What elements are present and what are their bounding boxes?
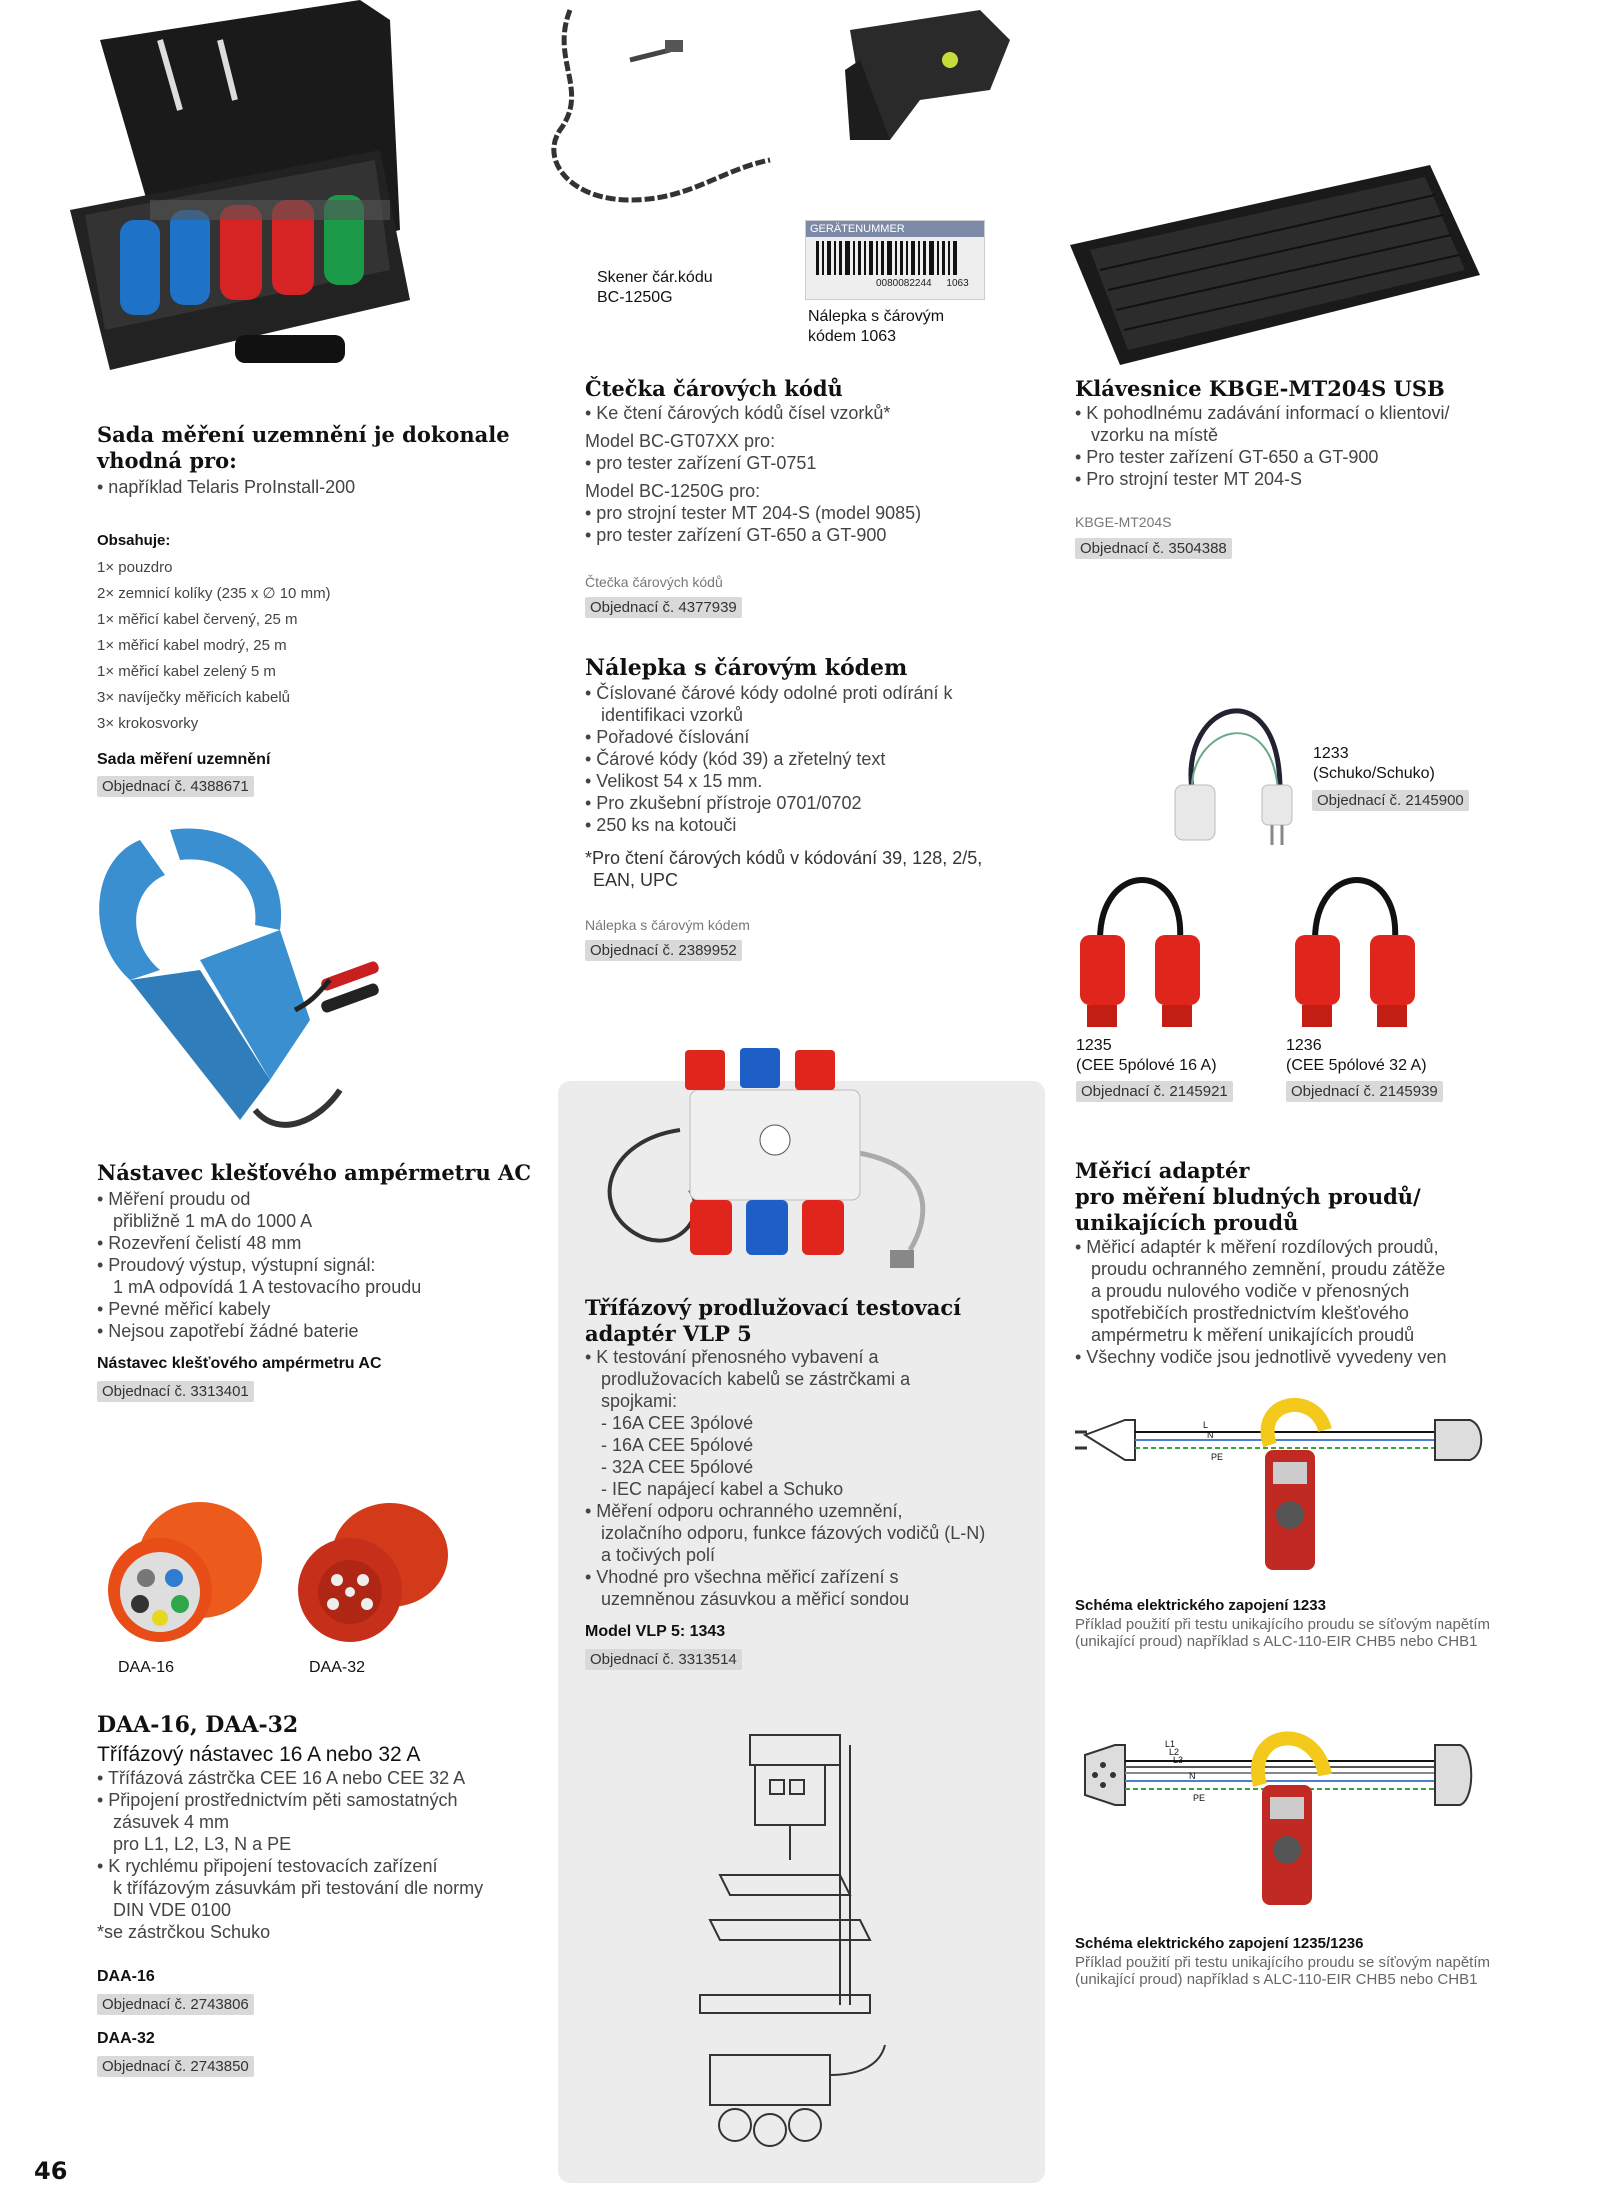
list-item: 3× navíječky měřicích kabelů [97, 689, 291, 706]
daa-32-caption: DAA-32 [309, 1659, 366, 1676]
reader-order-number: Objednací č. 4377939 [585, 597, 742, 618]
daa-feature-list [97, 1767, 483, 1943]
list-item: • Měření proudu od [97, 1189, 251, 1209]
daa-16-image [100, 1500, 270, 1650]
list-item: proudu ochranného zemnění, proudu zátěže [1091, 1259, 1446, 1279]
meas-adapter-title-line3: unikajících proudů [1075, 1210, 1299, 1235]
list-item: • pro strojní tester MT 204-S (model 9085) [585, 503, 922, 523]
clamp-product-name: Nástavec klešťového ampérmetru AC [97, 1355, 382, 1372]
ground-kit-contains-label: Obsahuje: [97, 532, 171, 549]
keyboard-product-name: KBGE-MT204S [1075, 514, 1172, 530]
meas-adapter-title [1075, 1158, 1421, 1236]
list-item: spotřebičích prostřednictvím klešťového [1091, 1303, 1409, 1323]
adapter-1233-description: (Schuko/Schuko) [1313, 765, 1435, 782]
keyboard-feature-list [1075, 402, 1450, 490]
list-item: 1× měřicí kabel červený, 25 m [97, 611, 298, 628]
vlp-order-number: Objednací č. 3313514 [585, 1649, 742, 1670]
daa-32-order-number: Objednací č. 2743850 [97, 2056, 254, 2077]
adapter-1236-image [1290, 865, 1420, 1040]
daa-subtitle: Třífázový nástavec 16 A nebo 32 A [97, 1743, 421, 1766]
list-item: • pro tester zařízení GT-650 a GT-900 [585, 525, 887, 545]
vlp-title [585, 1295, 961, 1347]
list-item: • K testování přenosného vybavení a [585, 1347, 879, 1367]
schema2-label-l2: L2 [1169, 1747, 1180, 1757]
sticker-note-line1: *Pro čtení čárových kódů v kódování 39, 128, 2/5, [585, 848, 983, 868]
meas-adapter-title-line2: pro měření bludných proudů/ [1075, 1184, 1421, 1209]
vlp5-adapter-image [590, 1040, 960, 1290]
list-item: • Měřicí adaptér k měření rozdílových proudů, [1075, 1237, 1439, 1257]
vlp-title-line2: adaptér VLP 5 [585, 1321, 752, 1346]
adapter-1235-image [1075, 865, 1205, 1040]
schema1-label-n: N [1207, 1430, 1214, 1440]
schema1-subtitle-line2: (unikající proud) například s ALC-110-EIR CHB5 nebo CHB1 [1075, 1633, 1478, 1650]
barcode-icon [816, 241, 966, 275]
list-item: zásuvek 4 mm [113, 1812, 230, 1832]
list-item: • Pořadové číslování [585, 727, 750, 747]
list-item: - 32A CEE 5pólové [601, 1457, 754, 1477]
adapter-1236-number: 1236 [1286, 1037, 1322, 1054]
list-item: k třífázovým zásuvkám při testování dle normy [113, 1878, 484, 1898]
vlp-feature-list [585, 1346, 985, 1610]
list-item: uzemněnou zásuvkou a měřicí sondou [601, 1589, 910, 1609]
list-item: prodlužovacích kabelů se zástrčkami a [601, 1369, 911, 1389]
adapter-1236-caption [1286, 1036, 1427, 1076]
ground-kit-product-name: Sada měření uzemnění [97, 751, 271, 768]
schema1-subtitle-line1: Příklad použití při testu unikajícího proudu se síťovým napětím [1075, 1616, 1490, 1633]
list-item: přibližně 1 mA do 1000 A [113, 1211, 313, 1231]
adapter-1236-description: (CEE 5pólové 32 A) [1286, 1057, 1427, 1074]
keyboard-order-number: Objednací č. 3504388 [1075, 538, 1232, 559]
list-item: • Připojení prostřednictvím pěti samostatných [97, 1790, 458, 1810]
scanner-caption [597, 268, 713, 308]
page-number: 46 [34, 2157, 68, 2185]
keyboard-title: Klávesnice KBGE-MT204S USB [1075, 376, 1445, 401]
list-item: - 16A CEE 3pólové [601, 1413, 754, 1433]
scanner-caption-line2: BC-1250G [597, 289, 673, 306]
sticker-caption [808, 307, 944, 347]
schema2-label-pe: PE [1193, 1793, 1206, 1803]
ground-kit-order-number: Objednací č. 4388671 [97, 776, 254, 797]
adapter-1233-number: 1233 [1313, 745, 1349, 762]
keyboard-image [1070, 155, 1480, 375]
ground-kit-contents-list [97, 555, 331, 737]
list-item: vzorku na místě [1091, 425, 1219, 445]
list-item: • Třífázová zástrčka CEE 16 A nebo CEE 32 A [97, 1768, 466, 1788]
daa-16-caption: DAA-16 [118, 1659, 175, 1676]
daa-16-label: DAA-16 [97, 1968, 155, 1985]
sticker-caption-line1: Nálepka s čárovým [808, 308, 945, 325]
list-item: Model BC-1250G pro: [585, 481, 761, 501]
schema1-subtitle [1075, 1616, 1490, 1650]
meas-adapter-feature-list [1075, 1236, 1447, 1368]
wiring-schema-1233 [1075, 1390, 1485, 1590]
daa-32-image [285, 1500, 455, 1650]
clamp-title: Nástavec klešťového ampérmetru AC [97, 1160, 532, 1185]
vlp-model-label: Model VLP 5: 1343 [585, 1623, 726, 1640]
schema1-label-pe: PE [1211, 1452, 1224, 1462]
list-item: 1× pouzdro [97, 559, 173, 576]
list-item: pro L1, L2, L3, N a PE [113, 1834, 292, 1854]
sticker-code [806, 278, 984, 289]
list-item: • pro tester zařízení GT-0751 [585, 453, 817, 473]
list-item: izolačního odporu, funkce fázových vodičů (L-N) [601, 1523, 986, 1543]
list-item: • K pohodlnému zadávání informací o klientovi/ [1075, 403, 1450, 423]
list-item: • Pro tester zařízení GT-650 a GT-900 [1075, 447, 1379, 467]
list-item: • Pevné měřicí kabely [97, 1299, 271, 1319]
list-item: DIN VDE 0100 [113, 1900, 232, 1920]
sticker-product-name: Nálepka s čárovým kódem [585, 917, 750, 933]
list-item: • Čárové kódy (kód 39) a zřetelný text [585, 749, 886, 769]
ground-kit-title [97, 422, 517, 474]
list-item: • Vhodné pro všechna měřicí zařízení s [585, 1567, 899, 1587]
sticker-code-small: 1063 [946, 278, 969, 289]
sticker-code-number: 0080082244 [876, 278, 932, 289]
sticker-note [585, 847, 982, 891]
schema2-title: Schéma elektrického zapojení 1235/1236 [1075, 1935, 1364, 1952]
reader-title: Čtečka čárových kódů [585, 376, 843, 401]
adapter-1233-order-number: Objednací č. 2145900 [1312, 790, 1469, 811]
list-item: • Velikost 54 x 15 mm. [585, 771, 763, 791]
daa-title: DAA-16, DAA-32 [97, 1712, 299, 1738]
list-item: • Proudový výstup, výstupní signál: [97, 1255, 376, 1275]
meas-adapter-title-line1: Měřicí adaptér [1075, 1158, 1250, 1183]
list-item: a proudu nulového vodiče v přenosných [1091, 1281, 1410, 1301]
schema1-title: Schéma elektrického zapojení 1233 [1075, 1597, 1326, 1614]
schema2-subtitle-line1: Příklad použití při testu unikajícího proudu se síťovým napětím [1075, 1954, 1490, 1971]
adapter-1233-caption [1313, 744, 1435, 784]
sticker-header: GERÄTENUMMER [806, 221, 984, 237]
list-item: • Všechny vodiče jsou jednotlivě vyvedeny ven [1075, 1347, 1447, 1367]
list-item: - IEC napájecí kabel a Schuko [601, 1479, 844, 1499]
list-item: spojkami: [601, 1391, 678, 1411]
vlp-title-line1: Třífázový prodlužovací testovací [585, 1295, 962, 1320]
sticker-order-number: Objednací č. 2389952 [585, 940, 742, 961]
adapter-1233-image [1170, 680, 1300, 855]
barcode-sticker-image [805, 220, 985, 300]
daa-16-order-number: Objednací č. 2743806 [97, 1994, 254, 2015]
list-item: ampérmetru k měření unikajících proudů [1091, 1325, 1415, 1345]
list-item: - 16A CEE 5pólové [601, 1435, 754, 1455]
list-item: 2× zemnicí kolíky (235 x ∅ 10 mm) [97, 585, 331, 602]
sticker-feature-list [585, 682, 953, 836]
drill-press-drawing [690, 1725, 890, 2155]
list-item: • 250 ks na kotouči [585, 815, 737, 835]
schema1-label-l: L [1203, 1420, 1209, 1430]
ground-kit-title-line2: vhodná pro: [97, 448, 237, 473]
adapter-1236-order-number: Objednací č. 2145939 [1286, 1081, 1443, 1102]
list-item: Model BC-GT07XX pro: [585, 431, 776, 451]
list-item: 1× měřicí kabel modrý, 25 m [97, 637, 287, 654]
clamp-attachment-image [80, 820, 400, 1150]
adapter-1235-order-number: Objednací č. 2145921 [1076, 1081, 1233, 1102]
list-item: 1 mA odpovídá 1 A testovacího proudu [113, 1277, 422, 1297]
clamp-order-number: Objednací č. 3313401 [97, 1381, 254, 1402]
schema2-subtitle-line2: (unikající proud) například s ALC-110-EIR CHB5 nebo CHB1 [1075, 1971, 1478, 1988]
ground-kit-usage: • například Telaris ProInstall-200 [97, 477, 356, 497]
schema2-label-l1: L1 [1165, 1739, 1176, 1749]
adapter-1235-number: 1235 [1076, 1037, 1112, 1054]
ground-kit-title-line1: Sada měření uzemnění je dokonale [97, 422, 510, 447]
list-item: • Ke čtení čárových kódů čísel vzorků* [585, 403, 891, 423]
list-item: • Měření odporu ochranného uzemnění, [585, 1501, 903, 1521]
list-item: • Rozevření čelistí 48 mm [97, 1233, 302, 1253]
clamp-feature-list [97, 1188, 421, 1342]
list-item: 1× měřicí kabel zelený 5 m [97, 663, 276, 680]
schema2-subtitle [1075, 1954, 1490, 1988]
schema2-label-l3: L3 [1173, 1755, 1184, 1765]
adapter-1235-caption [1076, 1036, 1217, 1076]
list-item: • K rychlému připojení testovacích zařízení [97, 1856, 438, 1876]
sticker-caption-line2: kódem 1063 [808, 328, 897, 345]
list-item: 3× krokosvorky [97, 715, 199, 732]
list-item: a točivých polí [601, 1545, 716, 1565]
wiring-schema-1235-1236 [1075, 1725, 1485, 1925]
reader-feature-list [585, 402, 921, 546]
list-item: *se zástrčkou Schuko [97, 1922, 271, 1942]
ground-kit-case-image [60, 0, 450, 380]
list-item: • Pro strojní tester MT 204-S [1075, 469, 1303, 489]
schema2-label-n: N [1189, 1771, 1196, 1781]
list-item: • Pro zkušební přístroje 0701/0702 [585, 793, 862, 813]
daa-32-label: DAA-32 [97, 2030, 155, 2047]
reader-product-name: Čtečka čárových kódů [585, 574, 723, 590]
adapter-1235-description: (CEE 5pólové 16 A) [1076, 1057, 1217, 1074]
list-item: identifikaci vzorků [601, 705, 744, 725]
scanner-caption-line1: Skener čár.kódu [597, 269, 713, 286]
list-item: • Číslované čárové kódy odolné proti odírání k [585, 683, 953, 703]
sticker-title: Nálepka s čárovým kódem [585, 655, 908, 681]
sticker-note-line2: EAN, UPC [593, 870, 679, 890]
list-item: • Nejsou zapotřebí žádné baterie [97, 1321, 359, 1341]
